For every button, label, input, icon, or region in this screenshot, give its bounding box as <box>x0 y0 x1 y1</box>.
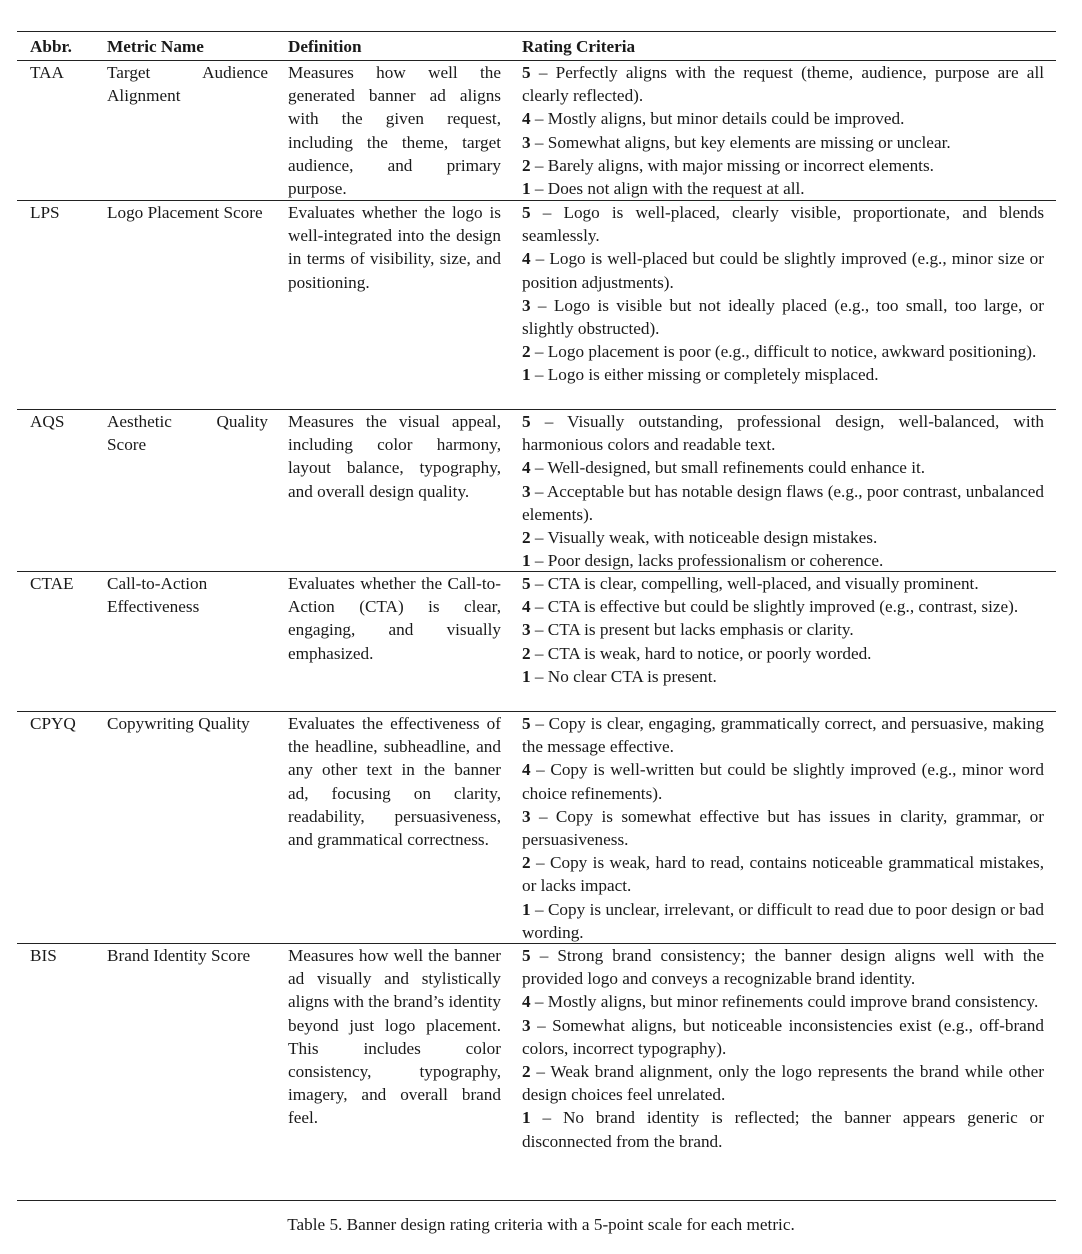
criterion-score: 4 <box>522 458 531 478</box>
criterion-text: Copy is weak, hard to read, contains noticeable grammatical mistakes, or lacks impact. <box>522 853 1044 896</box>
criterion-separator: – <box>530 760 551 780</box>
criterion-item <box>522 363 1044 386</box>
criterion-score: 1 <box>522 179 531 199</box>
criterion-item <box>522 898 1044 944</box>
criterion-separator: – <box>530 806 556 826</box>
criterion-text: Mostly aligns, but minor details could be improved. <box>547 109 905 129</box>
metric-definition: Evaluates whether the logo is well-integrated into the design in terms of visibility, size, and positioning. <box>288 203 501 292</box>
criterion-score: 1 <box>522 666 531 686</box>
criterion-item <box>522 805 1044 851</box>
criterion-score: 5 <box>522 714 531 733</box>
criterion-separator: – <box>530 365 548 385</box>
rating-criteria <box>522 61 1056 200</box>
rating-criteria <box>522 201 1056 409</box>
criterion-item <box>522 758 1044 804</box>
criterion-score: 1 <box>522 551 531 571</box>
criterion-text: Well-designed, but small refinements could enhance it. <box>547 458 926 478</box>
metric-definition: Evaluates whether the Call-to-Action (CTA) is clear, engaging, and visually emphasized. <box>288 574 501 663</box>
criterion-item <box>522 480 1044 526</box>
criterion-separator: – <box>530 899 548 919</box>
criterion-item <box>522 154 1044 177</box>
criterion-separator: – <box>530 946 558 965</box>
criterion-item <box>522 340 1044 363</box>
criterion-score: 5 <box>522 203 531 222</box>
criterion-separator: – <box>530 132 548 152</box>
criterion-text: Perfectly aligns with the request (theme, audience, purpose are all clearly reflected). <box>522 63 1044 106</box>
criterion-text: Somewhat aligns, but noticeable inconsistencies exist (e.g., off-brand colors, incorrect typography). <box>522 1015 1044 1058</box>
criterion-score: 4 <box>522 992 531 1012</box>
criterion-score: 1 <box>522 365 531 385</box>
table-row <box>17 201 1056 410</box>
metric-abbr: TAA <box>30 63 64 82</box>
criterion-separator: – <box>530 643 548 663</box>
criterion-text: Logo is well-placed but could be slightly improved (e.g., minor size or position adjustments). <box>522 249 1045 292</box>
criterion-score: 2 <box>522 342 531 362</box>
criterion-item <box>522 1060 1044 1106</box>
criterion-separator: – <box>530 109 548 129</box>
criterion-item <box>522 642 1044 665</box>
criterion-text: Logo placement is poor (e.g., difficult to notice, awkward positioning). <box>547 342 1037 362</box>
criterion-separator: – <box>530 342 548 362</box>
criterion-item <box>522 549 1044 572</box>
criterion-item <box>522 61 1044 107</box>
table-row <box>17 572 1056 712</box>
criterion-item <box>522 456 1044 479</box>
criterion-score: 5 <box>522 63 531 82</box>
metric-name: Aesthetic Quality Score <box>107 412 268 455</box>
criterion-text: Logo is well-placed, clearly visible, proportionate, and blends seamlessly. <box>522 203 1045 246</box>
criterion-score: 1 <box>522 899 531 919</box>
criterion-item <box>522 107 1044 130</box>
criterion-item <box>522 294 1044 340</box>
criterion-item <box>522 410 1044 456</box>
table-row <box>17 944 1056 1200</box>
criterion-separator: – <box>530 1108 563 1128</box>
criterion-separator: – <box>530 155 548 175</box>
criterion-text: Copy is well-written but could be slightly improved (e.g., minor word choice refinements). <box>522 760 1044 803</box>
criterion-score: 3 <box>522 620 531 640</box>
criterion-separator: – <box>530 295 554 315</box>
metric-definition: Measures how well the generated banner ad aligns with the given request, including the theme, target audience, and primary purpose. <box>288 63 501 199</box>
criterion-separator: – <box>530 1015 553 1035</box>
metric-name: Call-to-Action Effectiveness <box>107 574 208 617</box>
rating-criteria <box>522 712 1056 944</box>
metric-name: Brand Identity Score <box>107 946 251 965</box>
criterion-score: 3 <box>522 295 531 315</box>
criterion-score: 2 <box>522 1062 531 1082</box>
criterion-item <box>522 990 1044 1013</box>
criterion-item <box>522 177 1044 200</box>
criterion-text: Copy is somewhat effective but has issues in clarity, grammar, or persuasiveness. <box>522 806 1045 850</box>
criterion-text: Visually weak, with noticeable design mistakes. <box>547 528 878 548</box>
metric-definition: Evaluates the effectiveness of the headline, subheadline, and any other text in the banner ad, focusing on clarity, readability, persuasiveness, and grammatical correctness. <box>288 714 501 850</box>
metric-name: Target Audience Alignment <box>107 63 268 106</box>
criterion-item <box>522 595 1044 618</box>
criterion-text: Does not align with the request at all. <box>547 179 805 199</box>
header-rating-criteria: Rating Criteria <box>522 37 636 56</box>
criterion-item <box>522 851 1044 897</box>
header-abbr: Abbr. <box>30 37 72 56</box>
criterion-item <box>522 247 1044 293</box>
criterion-score: 3 <box>522 806 531 826</box>
criterion-item <box>522 944 1044 990</box>
criterion-score: 4 <box>522 249 531 269</box>
criterion-separator: – <box>530 1062 551 1082</box>
criterion-score: 3 <box>522 481 531 501</box>
criterion-text: Visually outstanding, professional design, well-balanced, with harmonious colors and readable text. <box>522 412 1044 455</box>
criterion-item <box>522 131 1044 154</box>
criterion-separator: – <box>530 249 550 269</box>
criterion-separator: – <box>530 992 548 1012</box>
metric-abbr: CPYQ <box>30 714 76 733</box>
metric-name: Logo Placement Score <box>107 203 263 222</box>
criterion-separator: – <box>530 481 547 501</box>
criterion-score: 3 <box>522 1015 531 1035</box>
criterion-item <box>522 618 1044 641</box>
criterion-score: 2 <box>522 155 531 175</box>
criterion-item <box>522 665 1044 688</box>
criterion-item <box>522 526 1044 549</box>
criterion-text: Strong brand consistency; the banner design aligns well with the provided logo and conveys a recognizable brand identity. <box>522 946 1044 989</box>
criterion-text: CTA is effective but could be slightly improved (e.g., contrast, size). <box>547 597 1019 617</box>
criterion-score: 5 <box>522 574 531 593</box>
rating-criteria <box>522 944 1056 1200</box>
metric-abbr: AQS <box>30 412 65 431</box>
criterion-separator: – <box>530 412 568 431</box>
criterion-item <box>522 201 1044 247</box>
criterion-text: CTA is clear, compelling, well-placed, and visually prominent. <box>547 574 979 593</box>
criterion-text: Copy is clear, engaging, grammatically correct, and persuasive, making the message effective. <box>522 714 1044 757</box>
criterion-separator: – <box>530 63 556 82</box>
table-caption: Table 5. Banner design rating criteria with a 5-point scale for each metric. <box>287 1215 795 1234</box>
criterion-item <box>522 1106 1044 1152</box>
criterion-text: Barely aligns, with major missing or incorrect elements. <box>547 155 934 175</box>
header-metric-name: Metric Name <box>107 37 204 56</box>
criterion-separator: – <box>530 528 548 548</box>
criterion-separator: – <box>530 574 548 593</box>
criterion-text: CTA is present but lacks emphasis or clarity. <box>547 620 854 640</box>
criterion-score: 4 <box>522 597 531 617</box>
criterion-text: Logo is either missing or completely misplaced. <box>547 365 879 385</box>
table-row <box>17 712 1056 944</box>
criterion-score: 2 <box>522 528 531 548</box>
criterion-score: 3 <box>522 132 531 152</box>
criterion-text: CTA is weak, hard to notice, or poorly worded. <box>547 643 872 663</box>
table-row <box>17 410 1056 572</box>
criterion-score: 2 <box>522 643 531 663</box>
criterion-text: No brand identity is reflected; the banner appears generic or disconnected from the brand. <box>522 1108 1044 1151</box>
rating-criteria <box>522 410 1056 572</box>
criterion-item <box>522 1014 1044 1060</box>
criterion-separator: – <box>530 597 548 617</box>
criterion-item <box>522 712 1044 758</box>
rating-criteria <box>522 572 1056 711</box>
criterion-score: 5 <box>522 946 531 965</box>
criterion-separator: – <box>530 666 548 686</box>
criterion-separator: – <box>530 458 548 478</box>
criterion-text: No clear CTA is present. <box>547 666 717 686</box>
criterion-text: Copy is unclear, irrelevant, or difficult to read due to poor design or bad wording. <box>522 899 1045 942</box>
criterion-text: Logo is visible but not ideally placed (e.g., too small, too large, or slightly obstructed). <box>522 295 1045 339</box>
table-header-row <box>17 32 1056 61</box>
criterion-text: Acceptable but has notable design flaws (e.g., poor contrast, unbalanced elements). <box>522 481 1044 524</box>
metric-abbr: CTAE <box>30 574 74 593</box>
criterion-score: 4 <box>522 109 531 129</box>
criterion-score: 2 <box>522 853 531 873</box>
header-definition: Definition <box>288 37 362 56</box>
metric-abbr: BIS <box>30 946 57 965</box>
criterion-score: 4 <box>522 760 531 780</box>
metric-definition: Measures how well the banner ad visually and stylistically aligns with the brand’s identity beyond just logo placement. This includes color consistency, typography, imagery, and overall brand feel. <box>288 946 501 1128</box>
criterion-separator: – <box>530 620 548 640</box>
metric-name: Copywriting Quality <box>107 714 250 733</box>
criterion-text: Weak brand alignment, only the logo represents the brand while other design choices feel unrelated. <box>522 1062 1044 1105</box>
rating-criteria-table <box>17 31 1056 1201</box>
criterion-separator: – <box>530 714 549 733</box>
criterion-text: Mostly aligns, but minor refinements could improve brand consistency. <box>547 992 1039 1012</box>
criterion-separator: – <box>530 551 548 571</box>
criterion-text: Somewhat aligns, but key elements are missing or unclear. <box>547 132 951 152</box>
criterion-score: 1 <box>522 1108 531 1128</box>
table-row <box>17 61 1056 201</box>
criterion-separator: – <box>530 203 564 222</box>
criterion-text: Poor design, lacks professionalism or coherence. <box>547 551 884 571</box>
metric-definition: Measures the visual appeal, including color harmony, layout balance, typography, and overall design quality. <box>288 412 501 501</box>
criterion-separator: – <box>530 179 548 199</box>
criterion-separator: – <box>530 853 551 873</box>
metric-abbr: LPS <box>30 203 60 222</box>
criterion-score: 5 <box>522 412 531 431</box>
criterion-item <box>522 572 1044 595</box>
